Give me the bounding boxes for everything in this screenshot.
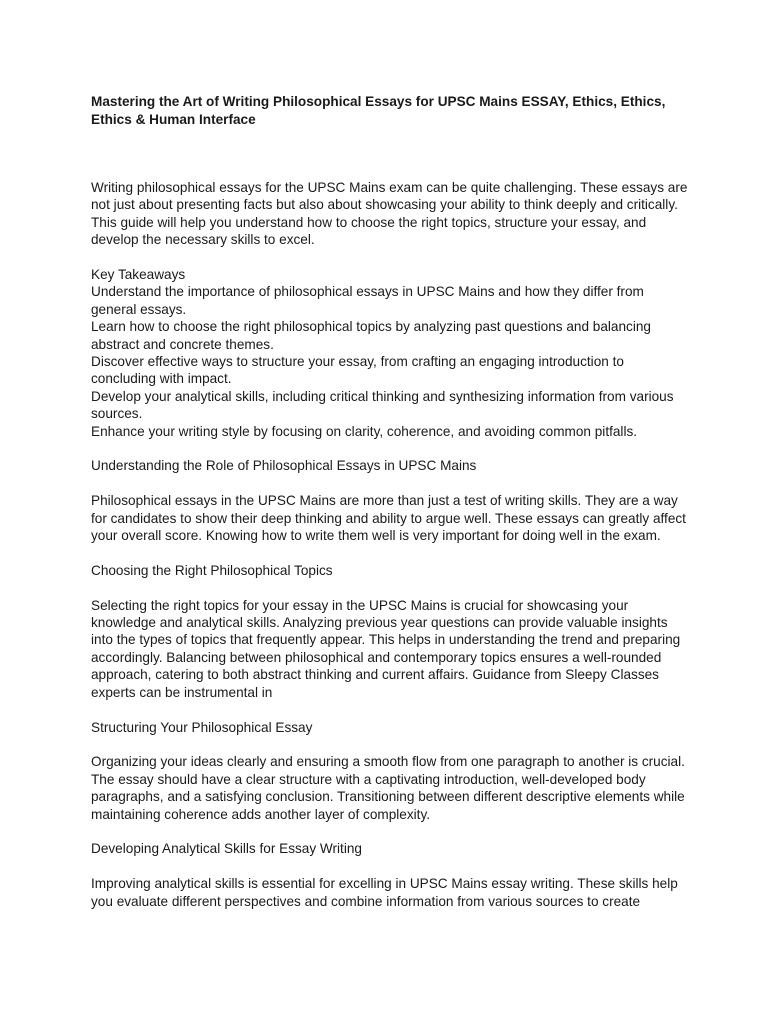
document-title: Mastering the Art of Writing Philosophical Essays for UPSC Mains ESSAY, Ethics, Ethics, Ethics & Human Interface [91, 94, 666, 127]
section-heading-analytical: Developing Analytical Skills for Essay Writing [91, 841, 362, 857]
key-takeaways [91, 266, 691, 440]
intro-paragraph: Writing philosophical essays for the UPSC Mains exam can be quite challenging. These essays are not just about presenting facts but also about showcasing your ability to think deeply and critically. This guide will help you understand how to choose the right topics, structure your essay, and develop the necessary skills to excel. [91, 180, 688, 248]
section-body-analytical: Improving analytical skills is essential for excelling in UPSC Mains essay writing. These skills help you evaluate different perspectives and combine information from various sources to create [91, 876, 678, 909]
takeaway-item: Develop your analytical skills, including critical thinking and synthesizing information from various sources. [91, 388, 674, 422]
section-body-role: Philosophical essays in the UPSC Mains are more than just a test of writing skills. They are a way for candidates to show their deep thinking and ability to argue well. These essays can greatly affect your overall score. Knowing how to write them well is very important for doing well in the exam. [91, 493, 686, 544]
takeaways-heading: Key Takeaways [91, 267, 186, 283]
takeaway-item: Discover effective ways to structure your essay, from crafting an engaging introduction to concluding with impact. [91, 354, 624, 387]
document-body [91, 179, 691, 927]
section-heading-role: Understanding the Role of Philosophical Essays in UPSC Mains [91, 458, 477, 474]
section-body-topics: Selecting the right topics for your essay in the UPSC Mains is crucial for showcasing your knowledge and analytical skills. Analyzing previous year questions can provide valuable insights into the types of topics that frequently appear. This helps in understanding the trend and preparing accordingly. Balancing between philosophical and contemporary topics ensures a well-rounded approach, catering to both abstract thinking and current affairs. Guidance from Sleepy Classes experts can be instrumental in [91, 597, 681, 700]
section-heading-structure: Structuring Your Philosophical Essay [91, 719, 313, 735]
document-header [91, 93, 691, 129]
section-body-structure: Organizing your ideas clearly and ensuring a smooth flow from one paragraph to another is crucial. The essay should have a clear structure with a captivating introduction, well-developed body paragraphs, and a satisfying conclusion. Transitioning between different descriptive elements while maintaining coherence adds another layer of complexity. [91, 754, 685, 822]
section-heading-topics: Choosing the Right Philosophical Topics [91, 562, 333, 578]
takeaway-item: Learn how to choose the right philosophical topics by analyzing past questions and balancing abstract and concrete themes. [91, 319, 651, 352]
takeaway-item: Enhance your writing style by focusing on clarity, coherence, and avoiding common pitfalls. [91, 423, 638, 439]
takeaway-item: Understand the importance of philosophical essays in UPSC Mains and how they differ from general essays. [91, 284, 644, 317]
